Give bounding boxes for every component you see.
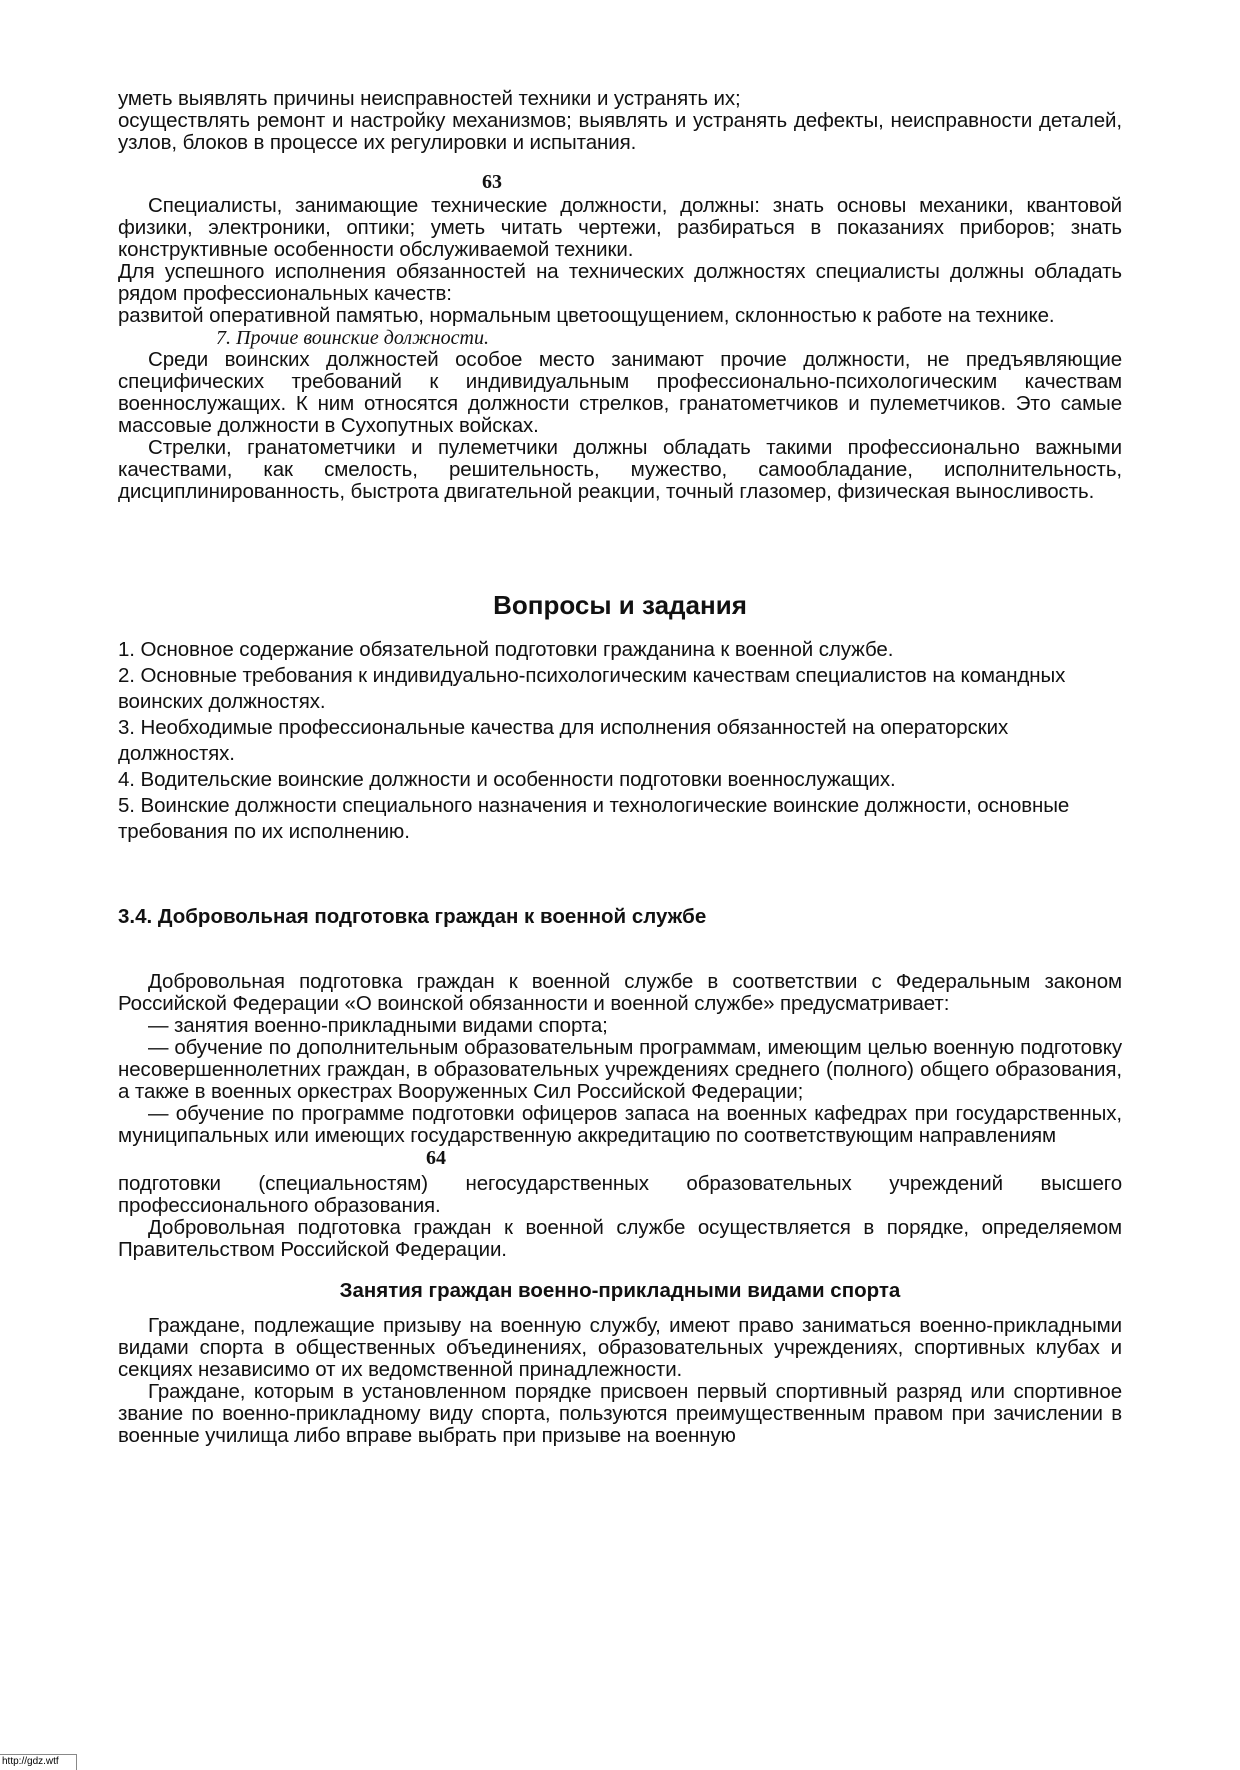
questions-heading: Вопросы и задания: [493, 590, 747, 620]
question-item-2: 2. Основные требования к индивидуально-психологическим качествам специалистов на командных воинских должностях.: [118, 664, 1066, 713]
paragraph-continuation: подготовки (специальностям) негосударственных образовательных учреждений высшего профессионального образования.: [118, 1172, 1122, 1217]
paragraph-sports-rank: Граждане, которым в установленном порядке присвоен первый спортивный разряд или спортивное звание по военно-прикладному виду спорта, пользуются преимущественным правом при зачислении в военные училища либо вправе выбрать при призыве на военную: [118, 1380, 1122, 1447]
questions-list: [118, 637, 1122, 845]
paragraph-repair-1: уметь выявлять причины неисправностей техники и устранять их;: [118, 87, 741, 110]
question-item-3: 3. Необходимые профессиональные качества для исполнения обязанностей на операторских должностях.: [118, 716, 1009, 765]
paragraph-tech-specialists: Специалисты, занимающие технические должности, должны: знать основы механики, квантовой физики, электроники, оптики; уметь читать чертежи, разбираться в показаниях приборов; знать конструктивные особенности обслуживаемой техники.: [118, 194, 1122, 261]
paragraph-sports-right: Граждане, подлежащие призыву на военную службу, имеют право заниматься военно-прикладными видами спорта в общественных объединениях, образовательных учреждениях, спортивных клубах и секциях независимо от их ведомственной принадлежности.: [118, 1314, 1122, 1381]
question-item-4: 4. Водительские воинские должности и особенности подготовки военнослужащих.: [118, 768, 896, 791]
paragraph-repair-2: осуществлять ремонт и настройку механизмов; выявлять и устранять дефекты, неисправности деталей, узлов, блоков в процессе их регулировки и испытания.: [118, 109, 1122, 154]
paragraph-tech-success: Для успешного исполнения обязанностей на технических должностях специалисты должны обладать рядом профессиональных качеств:: [118, 260, 1122, 305]
paragraph-volunteer-intro: Добровольная подготовка граждан к военной службе в соответствии с Федеральным законом Российской Федерации «О воинской обязанности и военной службе» предусматривает:: [118, 970, 1122, 1015]
footer-url-link[interactable]: http://gdz.wtf: [0, 1754, 77, 1770]
document-page: [118, 88, 1122, 1447]
question-item-5: 5. Воинские должности специального назначения и технологические воинские должности, основные требования по их исполнению.: [118, 794, 1070, 843]
list-item-sports: — занятия военно-прикладными видами спорта;: [148, 1014, 608, 1037]
subsection-title-other-positions: 7. Прочие воинские должности.: [216, 327, 489, 349]
page-number-63: 63: [482, 171, 502, 193]
paragraph-tech-qualities: развитой оперативной памятью, нормальным цветоощущением, склонностью к работе на технике.: [118, 304, 1055, 327]
list-item-reserve-officers: — обучение по программе подготовки офицеров запаса на военных кафедрах при государственных, муниципальных или имеющих государственную аккредитацию по соответствующим направлениям: [118, 1102, 1122, 1147]
paragraph-other-positions: Среди воинских должностей особое место занимают прочие должности, не предъявляющие специфических требований к индивидуальным профессионально-психологическим качествам военнослужащих. К ним относятся должности стрелков, гранатометчиков и пулеметчиков. Это самые массовые должности в Сухопутных войсках.: [118, 348, 1122, 437]
question-item-1: 1. Основное содержание обязательной подготовки гражданина к военной службе.: [118, 638, 894, 661]
list-item-additional-programs: — обучение по дополнительным образовательным программам, имеющим целью военную подготовку несовершеннолетних граждан, в образовательных учреждениях среднего (полного) общего образования, а также в военных оркестрах Вооруженных Сил Российской Федерации;: [118, 1036, 1122, 1103]
paragraph-riflemen: Стрелки, гранатометчики и пулеметчики должны обладать такими профессионально важными качествами, как смелость, решительность, мужество, самообладание, исполнительность, дисциплинированность, быстрота двигательной реакции, точный глазомер, физическая выносливость.: [118, 436, 1122, 503]
paragraph-government-order: Добровольная подготовка граждан к военной службе осуществляется в порядке, определяемом Правительством Российской Федерации.: [118, 1216, 1122, 1261]
section-heading-3-4: 3.4. Добровольная подготовка граждан к военной службе: [118, 905, 707, 928]
page-number-64: 64: [426, 1147, 446, 1169]
subsection-heading-sports: Занятия граждан военно-прикладными видами спорта: [339, 1279, 901, 1302]
